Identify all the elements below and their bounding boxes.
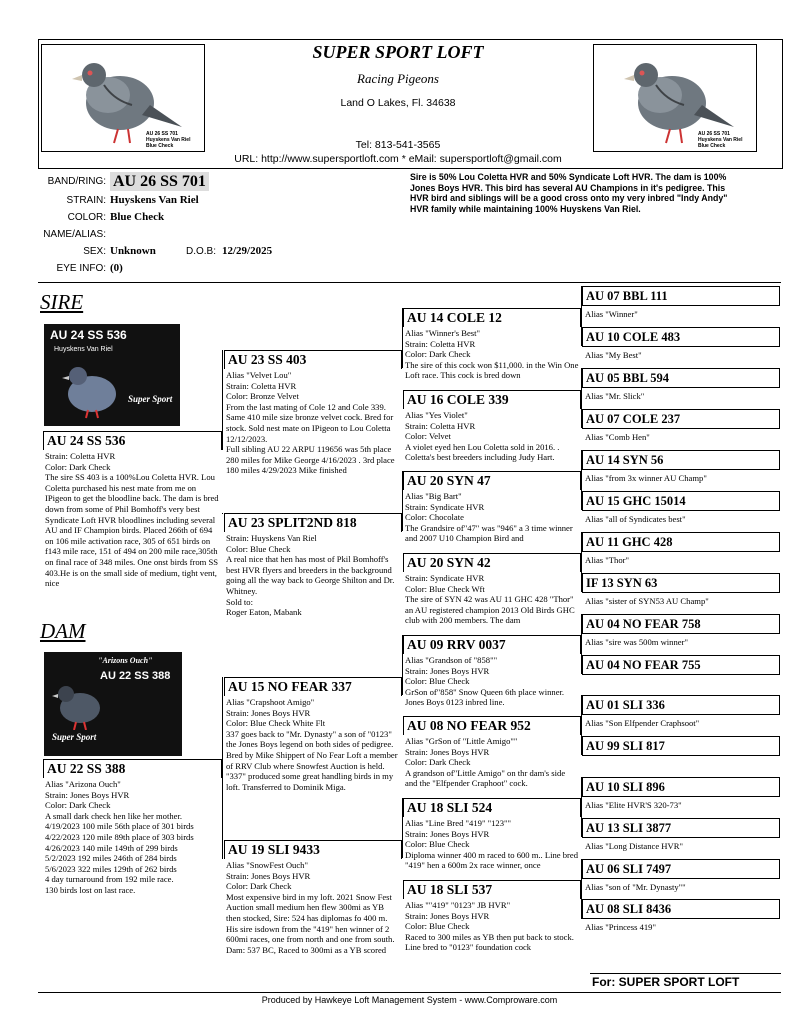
dam-line: 5/2/2023 192 miles 246th of 284 birds [45,853,177,864]
gen2-entry [224,840,402,982]
gen3-ring: AU 16 COLE 339 [403,390,581,409]
sire-line: Strain: Coletta HVR [45,451,116,461]
sire-line: Color: Dark Check [45,461,111,472]
gen2-line: Most expensive bird in my loft. 2021 Snow Fest Auction small medium hen flew 300mi as YB then stocked, Sire: 524 has diplomas fo 400 m. His sire isdown from the "419" hen winner of 2 600mi races, one from north and one from south. [226,891,395,945]
gen3-line: Alias "Yes Violet" [405,410,468,420]
gen3-line: Strain: Coletta HVR [405,338,476,349]
color-value: Blue Check [110,211,165,223]
gen4-alias: Alias "Mr. Slick" [585,391,645,401]
gen2-ring: AU 15 NO FEAR 337 [224,677,402,696]
gen4-ring: AU 06 SLI 7497 [582,859,780,879]
gen3-line: Strain: Jones Boys HVR [405,910,490,921]
gen4-entry [582,614,780,654]
gen4-alias: Alias "all of Syndicates best" [585,514,686,524]
dam-pigeon-icon [48,680,108,730]
gen3-line: Color: Blue Check Wft [405,583,485,594]
connector-line [581,532,582,592]
gen3-entry [403,798,581,878]
loft-phone: Tel: 813-541-3565 [355,139,441,151]
bird-description: Sire is 50% Lou Coletta HVR and 50% Syndicate Loft HVR. The dam is 100% Jones Boys HVR. This bird has several AU Champions in it's pedigree. This HVR bird and siblings will be a good cross onto my very inbred "Indy Andy" HVR family while maintaining 100% Huyskens Van Riel. [410,172,728,214]
gen4-entry [582,736,780,776]
gen2-line: Strain: Jones Boys HVR [226,707,311,718]
gen2-line: Color: Dark Check [226,881,292,892]
gen3-line: The Grandsire of"47" was "946" a 3 time winner and 2007 U10 Champion Bird and [405,522,573,544]
sire-card-brand: Super Sport [128,394,173,404]
gen3-entry [403,553,581,633]
dam-card-ring: AU 22 SS 388 [100,670,171,682]
gen3-line: Strain: Jones Boys HVR [405,665,490,676]
gen2-line: Strain: Jones Boys HVR [226,870,311,881]
loft-title: SUPER SPORT LOFT [312,42,484,62]
gen2-line: 337 goes back to "Mr. Dynasty" a son of "0123" the Jones Boys legend on both sides of pedigree. Bred by Mike Shippert of No Fear Loft a member of RRV Club where Snowfest Auction is held. "337" produced some great handling birds in my loft. Transferred to Dominik Miga. [226,728,398,792]
photo-caption-strain: Huyskens Van Riel [146,137,191,143]
connector-line [402,798,403,858]
gen3-line: Color: Dark Check [405,757,471,768]
gen4-alias: Alias "sister of SYN53 AU Champ" [585,596,709,606]
dam-line: 130 birds lost on last race. [45,884,136,895]
gen4-ring: AU 08 SLI 8436 [582,899,780,919]
gen3-line: A grandson of"Little Amigo" on thr dam's side and the "Elfpender Craphoot" cock. [405,767,566,789]
gen2-line: Roger Eaton, Mabank [226,607,302,618]
gen4-entry [582,818,780,858]
gen4-ring: AU 04 NO FEAR 758 [582,614,780,634]
photo-caption-ring: AU 26 SS 701 [146,131,178,137]
gen2-ring: AU 23 SS 403 [224,350,402,369]
gen4-ring: AU 05 BBL 594 [582,368,780,388]
gen4-ring: AU 07 COLE 237 [582,409,780,429]
gen4-alias: Alias "My Best" [585,350,642,360]
gen4-entry [582,327,780,367]
gen4-alias: Alias "Princess 419" [585,922,656,932]
gen2-line: Alias "Velvet Lou" [226,370,292,380]
dob-label: D.O.B: [186,246,217,257]
gen3-ring: AU 18 SLI 524 [403,798,581,817]
gen3-line: Color: Blue Check [405,676,470,687]
gen2-line: Sold to: [226,596,253,607]
gen4-entry [582,695,780,735]
gen2-ring: AU 23 SPLIT2ND 818 [224,513,402,532]
gen4-ring: AU 10 SLI 896 [582,777,780,797]
gen2-entry [224,350,402,496]
gen3-entry [403,716,581,796]
dam-line: Strain: Jones Boys HVR [45,789,130,800]
sire-entry [43,431,222,611]
gen2-line: Strain: Coletta HVR [226,380,297,391]
sire-card-ring: AU 24 SS 536 [50,328,127,342]
gen3-line: Diploma winner 400 m raced to 600 m.. Line bred "419" hen a 600m 2x race winner, once [405,849,579,871]
gen3-line: Color: Chocolate [405,512,464,523]
gen2-line: Color: Blue Check White Flt [226,718,326,729]
gen2-entry [224,677,402,823]
gen4-entry [582,532,780,572]
photo-caption-ring: AU 26 SS 701 [698,131,730,137]
footer-signature-line [590,973,781,974]
band-value: AU 26 SS 701 [110,172,209,191]
dam-entry [43,759,222,919]
gen4-alias: Alias "son of "Mr. Dynasty"" [585,882,686,892]
sire-card-strain: Huyskens Van Riel [54,346,113,353]
header-divider [38,282,781,283]
gen3-entry [403,471,581,551]
sire-card [44,324,180,426]
dam-ring: AU 22 SS 388 [43,759,222,778]
gen3-line: Alias "Grandson of "858"" [405,655,498,665]
dam-line: 5/6/2023 322 miles 129th of 262 birds [45,863,177,874]
dam-card-brand: Super Sport [52,732,97,742]
gen2-line: A real nice that hen has most of Pkil Bomhoff's best HVR flyers and breeders in the background going all the way back to George Shilton and Dr. Whitney. [226,554,395,596]
connector-line [222,677,223,777]
gen4-ring: AU 10 COLE 483 [582,327,780,347]
sire-ring: AU 24 SS 536 [43,431,222,450]
gen2-line: Color: Blue Check [226,543,291,554]
gen3-line: Alias ""419" "0123" JB HVR" [405,900,511,910]
gen4-alias: Alias "from 3x winner AU Champ" [585,473,707,483]
gen4-entry [582,450,780,490]
connector-line [222,350,223,450]
sire-pigeon-icon [54,358,124,420]
gen2-line: From the last mating of Cole 12 and Cole 339. Same 410 mile size bronze velvet cock. Bred for stock. Sold nest mate on IPigeon to Lou Coletta 12/12/2023. [226,401,394,444]
connector-line [581,859,582,919]
gen4-ring: AU 99 SLI 817 [582,736,780,756]
gen4-alias: Alias "Winner" [585,309,638,319]
gen3-entry [403,390,581,470]
loft-subtitle: Racing Pigeons [357,71,439,86]
gen4-ring: AU 13 SLI 3877 [582,818,780,838]
header-photo-right [593,44,757,152]
gen4-alias: Alias "Thor" [585,555,630,565]
sire-line: The sire SS 403 is a 100%Lou Coletta HVR. Lou Coletta purchased his nest mate from me on IPigeon to get the bloodline back. The dam is bred down from some of Phil Bomhoff's very best Syndicate Loft HVR bloodlines including several AU and IF Champion birds. Placed 266th of 694 on 106 mile activation race, 305 of 651 birds on f143 mile race, 151 of 494 on 200 mile race,305th on final race of 348 miles. One onst birds from SS 403.He is on the small side of medium, tight vent, nice [45,472,219,589]
strain-label: STRAIN: [66,195,106,206]
gen3-line: A violet eyed hen Lou Coletta sold in 2016. . Coletta's best breeders including Judy Hart. [405,441,560,463]
photo-caption-strain: Huyskens Van Riel [698,137,743,143]
gen3-ring: AU 09 RRV 0037 [403,635,581,654]
band-label: BAND/RING: [47,176,106,187]
gen3-entry [403,635,581,715]
header-photo-left [41,44,205,152]
gen4-entry [582,573,780,613]
dob-value: 12/29/2025 [222,245,273,257]
gen3-ring: AU 18 SLI 537 [403,880,581,899]
gen3-line: The sire of this cock won $11,000. in the Win One Loft race. This cock is bred down [405,359,579,381]
dam-line: Alias "Arizona Ouch" [45,779,121,789]
gen3-line: Alias "Winner's Best" [405,328,481,338]
gen3-line: Alias "Line Bred "419" "123"" [405,818,512,828]
gen4-ring: AU 07 BBL 111 [582,286,780,306]
photo-caption-color: Blue Check [698,143,726,149]
gen2-line: Full sibling AU 22 ARPU 119656 was 5th place 280 miles for Mike George 4/16/2023 . 3rd place 180 miles 4/29/2023 Mike finished [226,444,395,476]
dam-line: 4/19/2023 100 mile 56th place of 301 birds [45,821,194,832]
gen4-ring: AU 11 GHC 428 [582,532,780,552]
connector-line [402,308,403,368]
gen3-line: Strain: Jones Boys HVR [405,746,490,757]
gen4-entry [582,491,780,531]
gen3-line: Raced to 300 miles as YB then put back to stock. Line bred to "0123" foundation cock [405,931,574,953]
dam-heading: DAM [40,619,86,643]
gen4-alias: Alias "Son Elfpender Craphsoot" [585,718,700,728]
gen3-entry [403,308,581,388]
gen2-line: Strain: Huyskens Van Riel [226,533,317,543]
gen2-line: Alias "SnowFest Ouch" [226,860,308,870]
dam-card-quote: "Arizons Ouch" [98,656,153,665]
connector-line [402,635,403,695]
loft-location: Land O Lakes, Fl. 34638 [340,97,456,109]
photo-caption-color: Blue Check [146,143,174,149]
dam-line: 4/26/2023 140 mile 149th of 299 birds [45,842,178,853]
gen3-entry [403,880,581,964]
sex-value: Unknown [110,245,156,257]
gen3-ring: AU 08 NO FEAR 952 [403,716,581,735]
gen4-entry [582,286,780,326]
gen3-line: Color: Velvet [405,431,451,442]
gen3-line: The sire of SYN 42 was AU 11 GHC 428 "Thor" an AU registered champion 2013 Old Birds GHC club with 200 members. The dam [405,594,575,626]
sex-label: SEX: [83,246,106,257]
gen2-line: Alias "Crapshoot Amigo" [226,697,315,707]
connector-line [581,777,582,837]
gen3-line: Strain: Coletta HVR [405,420,476,431]
gen3-ring: AU 20 SYN 42 [403,553,581,572]
connector-line [581,695,582,755]
gen4-ring: IF 13 SYN 63 [582,573,780,593]
dam-line: Color: Dark Check [45,800,111,811]
footer-for-label: For: SUPER SPORT LOFT [592,975,740,989]
gen4-alias: Alias "Elite HVR'S 320-73" [585,800,682,810]
gen4-entry [582,859,780,899]
connector-line [222,513,223,514]
gen4-entry [582,368,780,408]
eye-label: EYE INFO: [56,263,106,274]
gen4-alias: Alias "Long Distance HVR" [585,841,683,851]
connector-line [581,368,582,428]
connector-line [581,614,582,674]
strain-value: Huyskens Van Riel [110,194,199,206]
connector-line [581,286,582,346]
gen3-line: Color: Dark Check [405,349,471,360]
gen4-alias [582,756,780,762]
dam-line: 4 day turnaround from 192 mile race. [45,874,174,885]
connector-line [581,450,582,510]
gen4-alias: Alias "sire was 500m winner" [585,637,688,647]
gen2-line: Color: Bronze Velvet [226,391,299,402]
gen4-entry [582,409,780,449]
gen3-line: Strain: Syndicate HVR [405,501,485,512]
dam-card [44,652,182,756]
gen3-line: Color: Blue Check [405,921,470,932]
gen3-line: Color: Blue Check [405,839,470,850]
gen4-alias: Alias "Comb Hen" [585,432,650,442]
gen2-entry [224,513,402,659]
dam-line: 4/22/2023 120 mile 89th place of 303 birds [45,831,194,842]
gen4-ring: AU 14 SYN 56 [582,450,780,470]
gen3-line: Alias "GrSon of "Little Amigo"" [405,736,518,746]
connector-line [402,471,403,531]
footer-produced-by: Produced by Hawkeye Loft Management System - www.Comproware.com [261,995,558,1005]
gen3-line: Strain: Syndicate HVR [405,573,485,583]
gen4-ring: AU 01 SLI 336 [582,695,780,715]
loft-contact: URL: http://www.supersportloft.com * eMail: supersportloft@gmail.com [234,153,562,165]
gen2-ring: AU 19 SLI 9433 [224,840,402,859]
gen3-line: Strain: Jones Boys HVR [405,828,490,839]
eye-value: (0) [110,262,123,274]
gen4-ring: AU 04 NO FEAR 755 [582,655,780,675]
gen4-entry [582,655,780,695]
gen2-line: Dam: 537 BC, Raced to 300mi as a YB scored [226,944,387,955]
sire-heading: SIRE [40,290,84,314]
gen4-entry [582,899,780,939]
gen3-line: Alias "Big Bart" [405,491,462,501]
alias-label: NAME/ALIAS: [43,229,106,240]
color-label: COLOR: [67,212,106,223]
gen4-ring: AU 15 GHC 15014 [582,491,780,511]
gen3-ring: AU 14 COLE 12 [403,308,581,327]
gen3-line: GrSon of"858" Snow Queen 6th place winner. Jones Boys 0123 inbred line. [405,686,565,708]
connector-line [222,777,223,859]
gen4-entry [582,777,780,817]
dam-line: A small dark check hen like her mother. [45,810,182,821]
gen4-alias [582,675,780,681]
gen3-ring: AU 20 SYN 47 [403,471,581,490]
footer-divider [38,992,781,993]
